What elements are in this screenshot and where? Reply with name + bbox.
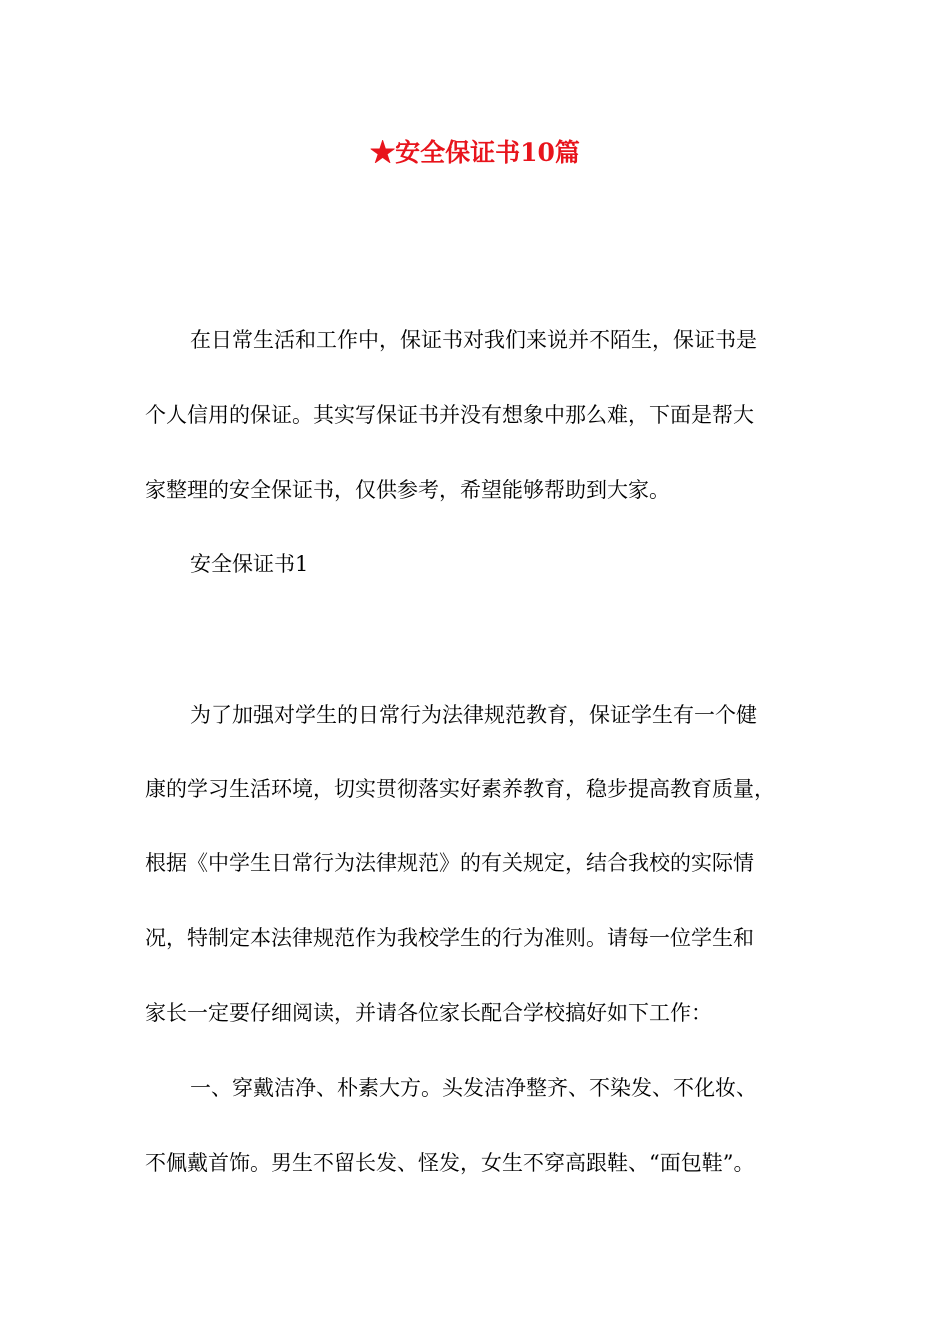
paragraph-line: 家长一定要仔细阅读，并请各位家长配合学校搞好如下工作： xyxy=(145,1001,712,1025)
paragraph-line: 个人信用的保证。其实写保证书并没有想象中那么难，下面是帮大 xyxy=(145,403,754,427)
paragraph-line: 家整理的安全保证书，仅供参考，希望能够帮助到大家。 xyxy=(145,478,670,502)
section-heading: 安全保证书1 xyxy=(190,552,309,576)
paragraph-line: 一、穿戴洁净、朴素大方。头发洁净整齐、不染发、不化妆、 xyxy=(190,1076,757,1100)
paragraph-line: 为了加强对学生的日常行为法律规范教育，保证学生有一个健 xyxy=(190,703,757,727)
paragraph-line: 况，特制定本法律规范作为我校学生的行为准则。请每一位学生和 xyxy=(145,926,754,950)
paragraph-line: 根据《中学生日常行为法律规范》的有关规定，结合我校的实际情 xyxy=(145,851,754,875)
paragraph-line: 在日常生活和工作中，保证书对我们来说并不陌生，保证书是 xyxy=(190,328,757,352)
paragraph-line: 康的学习生活环境，切实贯彻落实好素养教育，稳步提高教育质量， xyxy=(145,777,775,801)
document-title: ★安全保证书10篇 xyxy=(370,138,580,167)
paragraph-line: 不佩戴首饰。男生不留长发、怪发，女生不穿高跟鞋、“面包鞋”。 xyxy=(145,1151,755,1175)
